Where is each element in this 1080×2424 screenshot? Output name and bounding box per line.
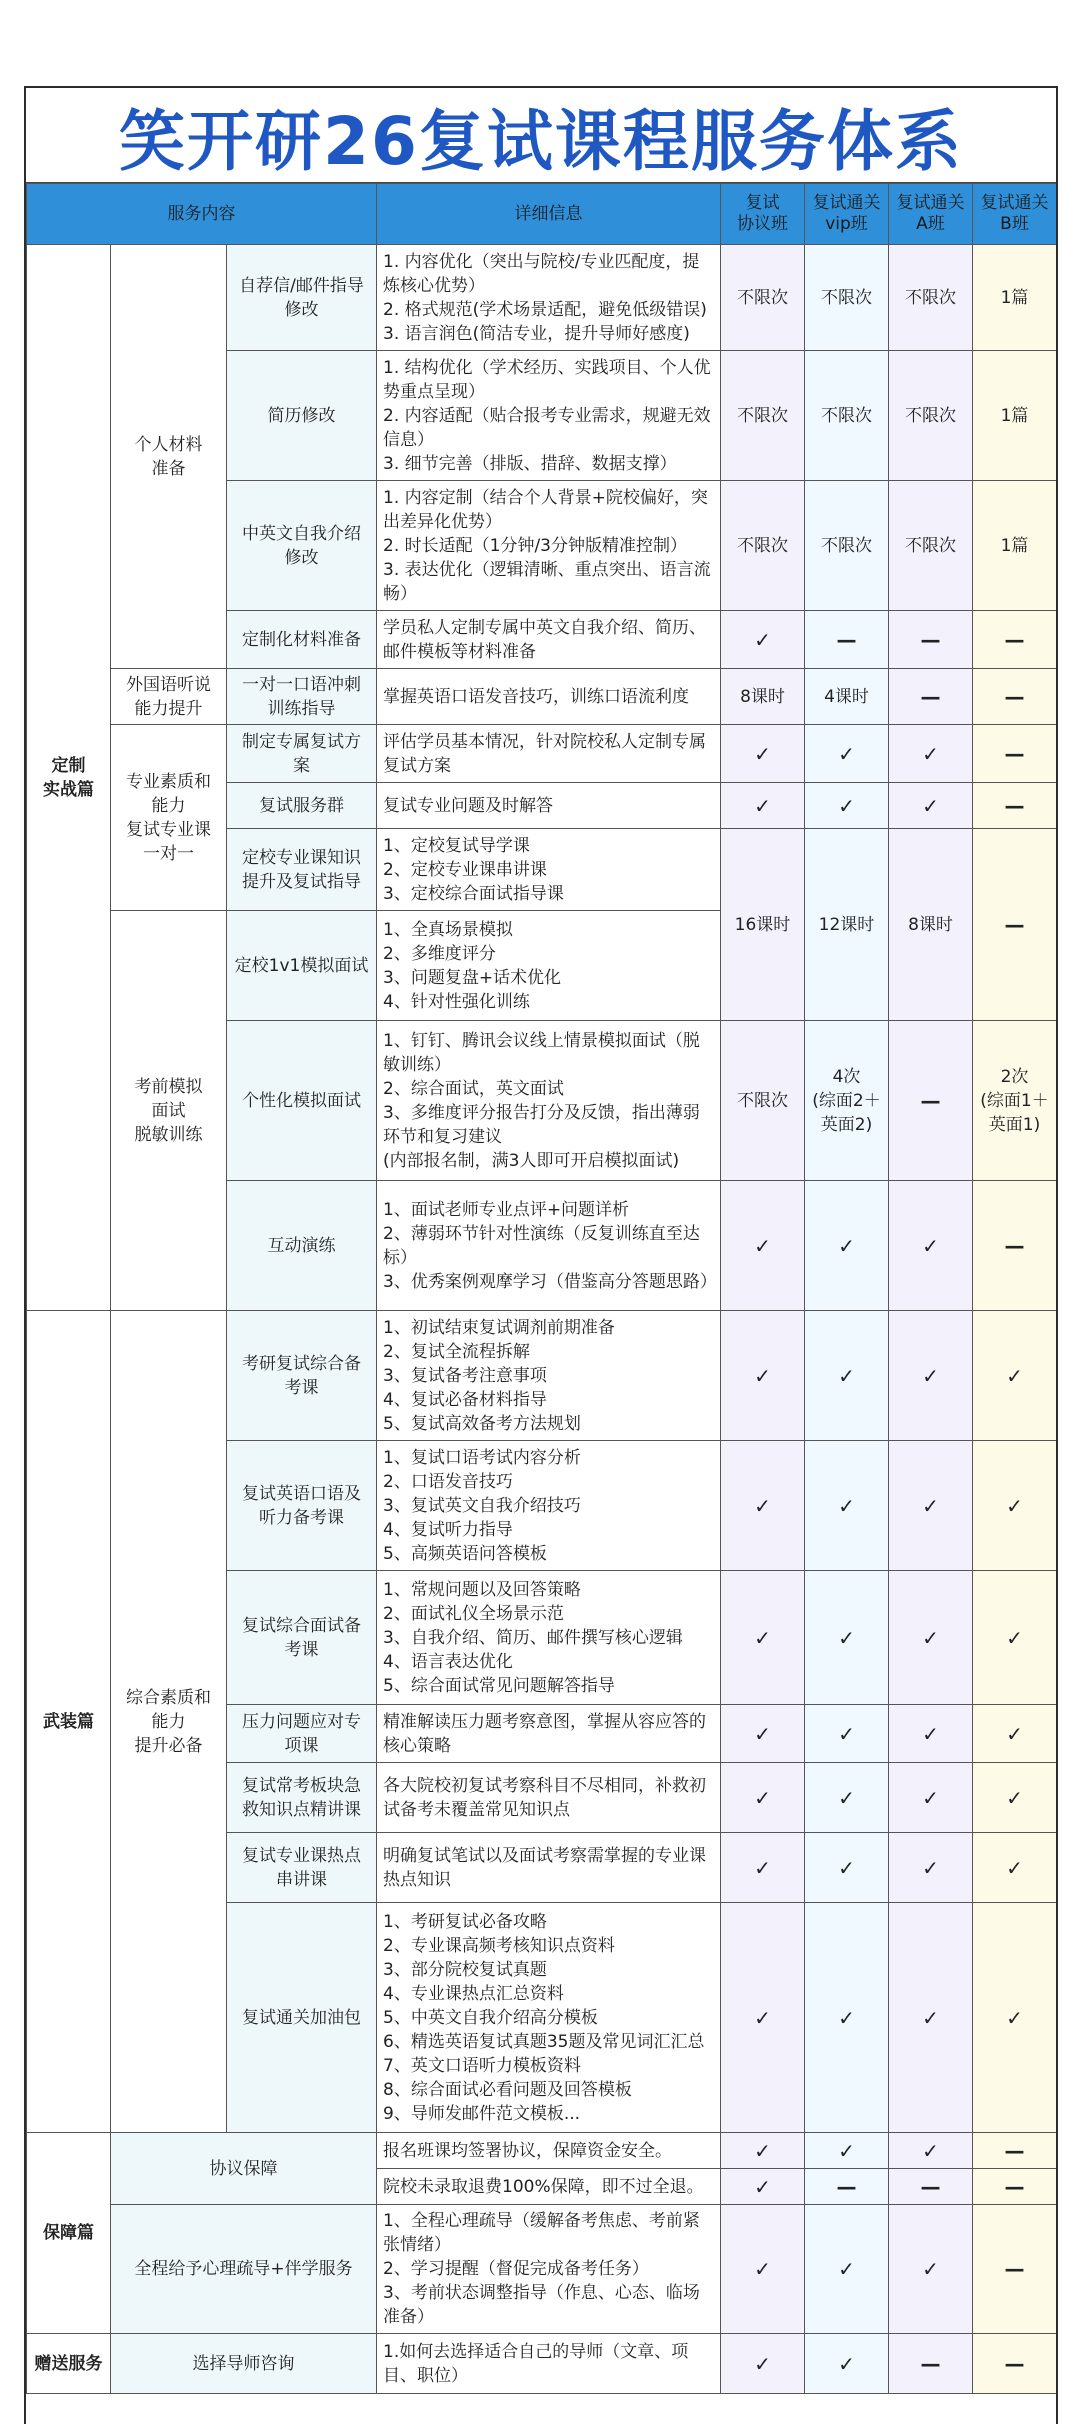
table-row [27, 725, 1057, 783]
service-name: 复试常考板块急 救知识点精讲课 [227, 1763, 377, 1833]
value-cell: ✓ [721, 611, 805, 669]
service-detail: 1. 内容定制（结合个人背景+院校偏好，突出差异化优势） 2. 时长适配（1分钟/3分钟版精准控制） 3. 表达优化（逻辑清晰、重点突出、语言流畅） [377, 481, 721, 611]
service-name: 全程给予心理疏导+伴学服务 [111, 2205, 377, 2334]
service-detail: 1、全程心理疏导（缓解备考焦虑、考前紧张情绪） 2、学习提醒（督促完成备考任务） 3、考前状态调整指导（作息、心态、临场准备） [377, 2205, 721, 2334]
value-cell: — [973, 829, 1057, 1021]
value-cell: 1篇 [973, 351, 1057, 481]
service-name: 自荐信/邮件指导 修改 [227, 245, 377, 351]
value-cell: 不限次 [889, 245, 973, 351]
value-cell: ✓ [805, 1571, 889, 1705]
value-cell: — [973, 2133, 1057, 2169]
value-cell: ✓ [721, 1833, 805, 1903]
table-row [27, 669, 1057, 725]
service-name: 协议保障 [111, 2133, 377, 2205]
service-detail: 1、考研复试必备攻略 2、专业课高频考核知识点资料 3、部分院校复试真题 4、专业课热点汇总资料 5、中英文自我介绍高分模板 6、精选英语复试真题35题及常见词汇汇总 7、英文口语听力模板资料 8、综合面试必看问题及回答模板 9、导师发邮件范文模板... [377, 1903, 721, 2133]
value-cell: ✓ [805, 725, 889, 783]
value-cell: ✓ [889, 1705, 973, 1763]
header-service: 服务内容 [27, 184, 377, 245]
value-cell: — [973, 2205, 1057, 2334]
service-detail: 1、钉钉、腾讯会议线上情景模拟面试（脱敏训练） 2、综合面试，英文面试 3、多维度评分报告打分及反馈，指出薄弱环节和复习建议 (内部报名制，满3人即可开启模拟面试) [377, 1021, 721, 1181]
value-cell: ✓ [805, 783, 889, 829]
value-cell: 12课时 [805, 829, 889, 1021]
service-detail: 院校未录取退费100%保障，即不过全退。 [377, 2169, 721, 2205]
value-cell: ✓ [973, 1833, 1057, 1903]
value-cell: ✓ [721, 2205, 805, 2334]
value-cell: ✓ [889, 1571, 973, 1705]
value-cell: 不限次 [889, 481, 973, 611]
service-detail: 学员私人定制专属中英文自我介绍、简历、邮件模板等材料准备 [377, 611, 721, 669]
service-detail: 精准解读压力题考察意图，掌握从容应答的核心策略 [377, 1705, 721, 1763]
value-cell: ✓ [721, 2133, 805, 2169]
service-name: 简历修改 [227, 351, 377, 481]
section-label: 赠送服务 [27, 2334, 111, 2394]
value-cell: ✓ [721, 783, 805, 829]
value-cell: — [973, 725, 1057, 783]
value-cell: ✓ [805, 1763, 889, 1833]
service-detail: 掌握英语口语发音技巧，训练口语流利度 [377, 669, 721, 725]
value-cell: ✓ [805, 2205, 889, 2334]
value-cell: 4课时 [805, 669, 889, 725]
service-name: 压力问题应对专 项课 [227, 1705, 377, 1763]
group-label: 外国语听说 能力提升 [111, 669, 227, 725]
service-detail: 1、初试结束复试调剂前期准备 2、复试全流程拆解 3、复试备考注意事项 4、复试必备材料指导 5、复试高效备考方法规划 [377, 1311, 721, 1441]
value-cell: — [973, 1181, 1057, 1311]
value-cell: ✓ [889, 1833, 973, 1903]
service-detail: 1、复试口语考试内容分析 2、口语发音技巧 3、复试英文自我介绍技巧 4、复试听力指导 5、高频英语问答模板 [377, 1441, 721, 1571]
service-name: 复试服务群 [227, 783, 377, 829]
service-name: 复试综合面试备 考课 [227, 1571, 377, 1705]
service-detail: 明确复试笔试以及面试考察需掌握的专业课热点知识 [377, 1833, 721, 1903]
service-detail: 1、常规问题以及回答策略 2、面试礼仪全场景示范 3、自我介绍、简历、邮件撰写核心逻辑 4、语言表达优化 5、综合面试常见问题解答指导 [377, 1571, 721, 1705]
value-cell: ✓ [973, 1903, 1057, 2133]
value-cell: ✓ [805, 1441, 889, 1571]
table-row [27, 1311, 1057, 1441]
service-name: 一对一口语冲刺 训练指导 [227, 669, 377, 725]
group-label: 专业素质和 能力 复试专业课 一对一 [111, 725, 227, 911]
value-cell: — [973, 2334, 1057, 2394]
service-detail: 1、全真场景模拟 2、多维度评分 3、问题复盘+话术优化 4、针对性强化训练 [377, 911, 721, 1021]
value-cell: ✓ [805, 1181, 889, 1311]
value-cell: — [973, 611, 1057, 669]
service-detail: 1. 结构优化（学术经历、实践项目、个人优势重点呈现） 2. 内容适配（贴合报考专业需求，规避无效信息） 3. 细节完善（排版、措辞、数据支撑） [377, 351, 721, 481]
value-cell: ✓ [973, 1763, 1057, 1833]
service-name: 制定专属复试方 案 [227, 725, 377, 783]
value-cell: ✓ [721, 1571, 805, 1705]
value-cell: 1篇 [973, 245, 1057, 351]
service-detail: 评估学员基本情况，针对院校私人定制专属复试方案 [377, 725, 721, 783]
value-cell: 不限次 [721, 245, 805, 351]
table-row [27, 2133, 1057, 2169]
value-cell: ✓ [889, 1311, 973, 1441]
value-cell: — [973, 669, 1057, 725]
header-col3: 复试通关 A班 [889, 184, 973, 245]
value-cell: ✓ [721, 725, 805, 783]
value-cell: 不限次 [721, 351, 805, 481]
service-name: 选择导师咨询 [111, 2334, 377, 2394]
value-cell: ✓ [889, 725, 973, 783]
value-cell: 1篇 [973, 481, 1057, 611]
value-cell: — [889, 1021, 973, 1181]
service-table [26, 183, 1057, 2394]
service-name: 定校专业课知识 提升及复试指导 [227, 829, 377, 911]
service-detail: 1、定校复试导学课 2、定校专业课串讲课 3、定校综合面试指导课 [377, 829, 721, 911]
group-label: 考前模拟 面试 脱敏训练 [111, 911, 227, 1311]
value-cell: ✓ [889, 1181, 973, 1311]
service-name: 定校1v1模拟面试 [227, 911, 377, 1021]
header-col1: 复试 协议班 [721, 184, 805, 245]
service-name: 个性化模拟面试 [227, 1021, 377, 1181]
section-label: 武装篇 [27, 1311, 111, 2133]
value-cell: — [889, 611, 973, 669]
value-cell: ✓ [805, 1903, 889, 2133]
value-cell: — [889, 2169, 973, 2205]
header-col4: 复试通关 B班 [973, 184, 1057, 245]
value-cell: ✓ [805, 2334, 889, 2394]
service-detail: 报名班课均签署协议，保障资金安全。 [377, 2133, 721, 2169]
value-cell: 8课时 [889, 829, 973, 1021]
group-label: 综合素质和 能力 提升必备 [111, 1311, 227, 2133]
service-detail: 复试专业问题及时解答 [377, 783, 721, 829]
header-col2: 复试通关 vip班 [805, 184, 889, 245]
page-title: 笑开研26复试课程服务体系 [26, 88, 1056, 183]
value-cell: ✓ [889, 1903, 973, 2133]
value-cell: 不限次 [805, 481, 889, 611]
value-cell: ✓ [721, 1763, 805, 1833]
service-name: 复试通关加油包 [227, 1903, 377, 2133]
value-cell: ✓ [805, 1833, 889, 1903]
value-cell: — [973, 783, 1057, 829]
value-cell: 不限次 [721, 481, 805, 611]
header-detail: 详细信息 [377, 184, 721, 245]
value-cell: 8课时 [721, 669, 805, 725]
service-table-sheet [24, 86, 1058, 2424]
group-label: 个人材料 准备 [111, 245, 227, 669]
table-row [27, 245, 1057, 351]
value-cell: 不限次 [805, 351, 889, 481]
value-cell: ✓ [889, 2133, 973, 2169]
service-name: 考研复试综合备 考课 [227, 1311, 377, 1441]
service-name: 互动演练 [227, 1181, 377, 1311]
service-detail: 各大院校初复试考察科目不尽相同，补救初试备考未覆盖常见知识点 [377, 1763, 721, 1833]
value-cell: 不限次 [721, 1021, 805, 1181]
value-cell: — [973, 2169, 1057, 2205]
value-cell: ✓ [721, 1311, 805, 1441]
value-cell: 不限次 [889, 351, 973, 481]
value-cell: 16课时 [721, 829, 805, 1021]
value-cell: ✓ [889, 2205, 973, 2334]
value-cell: ✓ [721, 1181, 805, 1311]
value-cell: — [889, 2334, 973, 2394]
value-cell: 不限次 [805, 245, 889, 351]
value-cell: ✓ [973, 1441, 1057, 1571]
service-detail: 1、面试老师专业点评+问题详析 2、薄弱环节针对性演练（反复训练直至达标） 3、优秀案例观摩学习（借鉴高分答题思路） [377, 1181, 721, 1311]
header-row [27, 184, 1057, 245]
service-name: 复试英语口语及 听力备考课 [227, 1441, 377, 1571]
value-cell: ✓ [889, 783, 973, 829]
value-cell: ✓ [973, 1311, 1057, 1441]
section-label: 保障篇 [27, 2133, 111, 2334]
value-cell: ✓ [721, 2169, 805, 2205]
value-cell: — [889, 669, 973, 725]
section-label: 定制 实战篇 [27, 245, 111, 1311]
value-cell: — [805, 611, 889, 669]
service-name: 定制化材料准备 [227, 611, 377, 669]
value-cell: 2次 (综面1＋ 英面1) [973, 1021, 1057, 1181]
value-cell: ✓ [805, 2133, 889, 2169]
service-detail: 1.如何去选择适合自己的导师（文章、项目、职位） [377, 2334, 721, 2394]
value-cell: ✓ [889, 1441, 973, 1571]
value-cell: ✓ [973, 1705, 1057, 1763]
value-cell: ✓ [805, 1705, 889, 1763]
value-cell: ✓ [721, 1705, 805, 1763]
value-cell: ✓ [721, 1441, 805, 1571]
table-row [27, 2205, 1057, 2334]
value-cell: — [805, 2169, 889, 2205]
service-name: 中英文自我介绍 修改 [227, 481, 377, 611]
value-cell: ✓ [721, 1903, 805, 2133]
value-cell: ✓ [805, 1311, 889, 1441]
value-cell: ✓ [889, 1763, 973, 1833]
value-cell: ✓ [721, 2334, 805, 2394]
service-detail: 1. 内容优化（突出与院校/专业匹配度，提炼核心优势） 2. 格式规范(学术场景适配，避免低级错误) 3. 语言润色(简洁专业，提升导师好感度) [377, 245, 721, 351]
table-body [27, 245, 1057, 2394]
value-cell: 4次 (综面2＋ 英面2) [805, 1021, 889, 1181]
table-row [27, 2334, 1057, 2394]
value-cell: ✓ [973, 1571, 1057, 1705]
service-name: 复试专业课热点 串讲课 [227, 1833, 377, 1903]
